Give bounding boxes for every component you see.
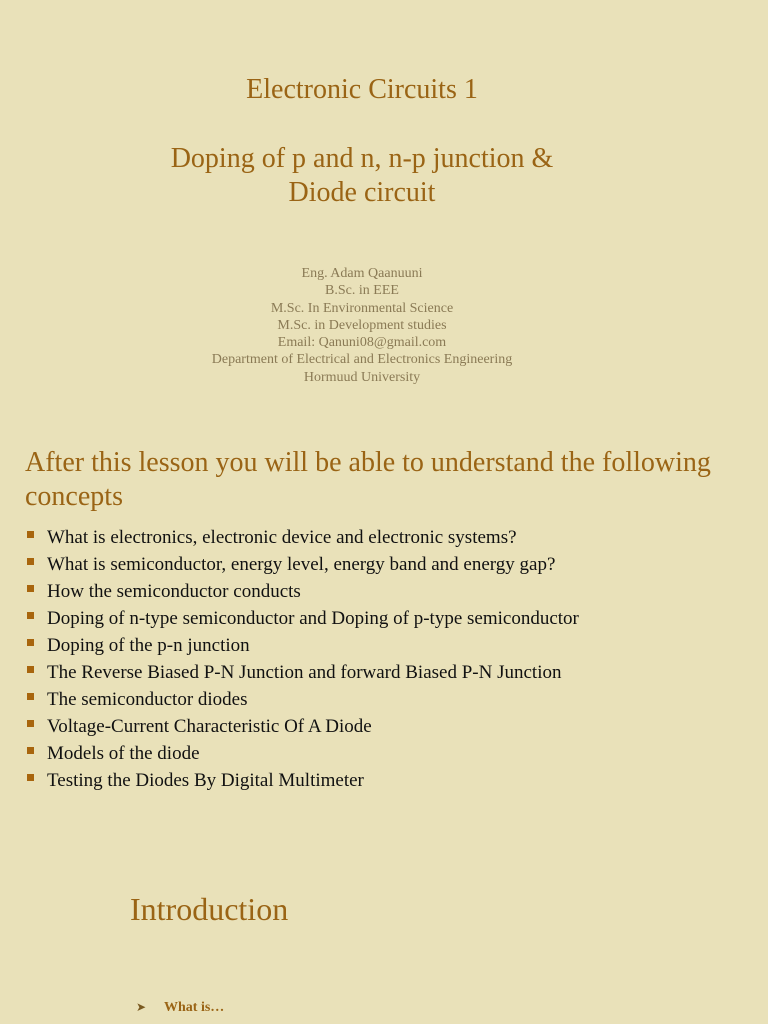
square-bullet-icon <box>27 720 34 727</box>
list-item-text: What is semiconductor, energy level, energy band and energy gap? <box>47 554 556 575</box>
square-bullet-icon <box>27 774 34 781</box>
list-item <box>25 767 755 794</box>
list-item-text: Doping of the p-n junction <box>47 635 250 656</box>
author-email: Email: Qanuni08@gmail.com <box>277 335 447 351</box>
introduction-bullet-label: What is… <box>164 1000 225 1015</box>
author-degree-bsc: B.Sc. in EEE <box>325 283 399 299</box>
list-item <box>25 659 755 686</box>
list-item <box>25 713 755 740</box>
objectives-list <box>25 524 755 794</box>
author-name: Eng. Adam Qaanuuni <box>301 266 423 281</box>
list-item <box>25 740 755 767</box>
course-title: Electronic Circuits 1 <box>246 74 478 105</box>
square-bullet-icon <box>27 693 34 700</box>
square-bullet-icon <box>27 747 34 754</box>
introduction-heading: Introduction <box>130 891 289 927</box>
list-item-text: Testing the Diodes By Digital Multimeter <box>47 770 364 791</box>
author-university: Hormuud University <box>303 369 421 385</box>
list-item <box>25 632 755 659</box>
lecture-title <box>0 142 724 210</box>
square-bullet-icon <box>27 585 34 592</box>
list-item-text: Doping of n-type semiconductor and Doping of p-type semiconductor <box>47 608 579 629</box>
list-item <box>25 605 755 632</box>
list-item <box>25 686 755 713</box>
list-item <box>25 551 755 578</box>
list-item-text: The semiconductor diodes <box>47 689 248 710</box>
author-degree-msc-development: M.Sc. in Development studies <box>277 317 447 333</box>
list-item <box>25 578 755 605</box>
author-department: Department of Electrical and Electronics Engineering <box>211 352 513 368</box>
list-item <box>25 524 755 551</box>
list-item-text: Models of the diode <box>47 743 200 764</box>
lecture-title-line-1: Doping of p and n, n-p junction & <box>170 143 554 174</box>
square-bullet-icon <box>27 666 34 673</box>
square-bullet-icon <box>27 531 34 538</box>
list-item-text: The Reverse Biased P-N Junction and forward Biased P-N Junction <box>47 662 562 683</box>
lecture-title-line-2: Diode circuit <box>288 177 436 208</box>
objectives-heading: After this lesson you will be able to understand the following concepts <box>25 447 711 512</box>
introduction-bullet <box>136 996 224 1019</box>
list-item-text: How the semiconductor conducts <box>47 581 301 602</box>
list-item-text: Voltage-Current Characteristic Of A Diode <box>47 716 372 737</box>
square-bullet-icon <box>27 558 34 565</box>
list-item-text: What is electronics, electronic device and electronic systems? <box>47 527 517 548</box>
arrow-bullet-icon: ➤ <box>136 1000 147 1014</box>
author-info <box>0 265 724 386</box>
square-bullet-icon <box>27 639 34 646</box>
square-bullet-icon <box>27 612 34 619</box>
author-degree-msc-environment: M.Sc. In Environmental Science <box>270 300 454 316</box>
